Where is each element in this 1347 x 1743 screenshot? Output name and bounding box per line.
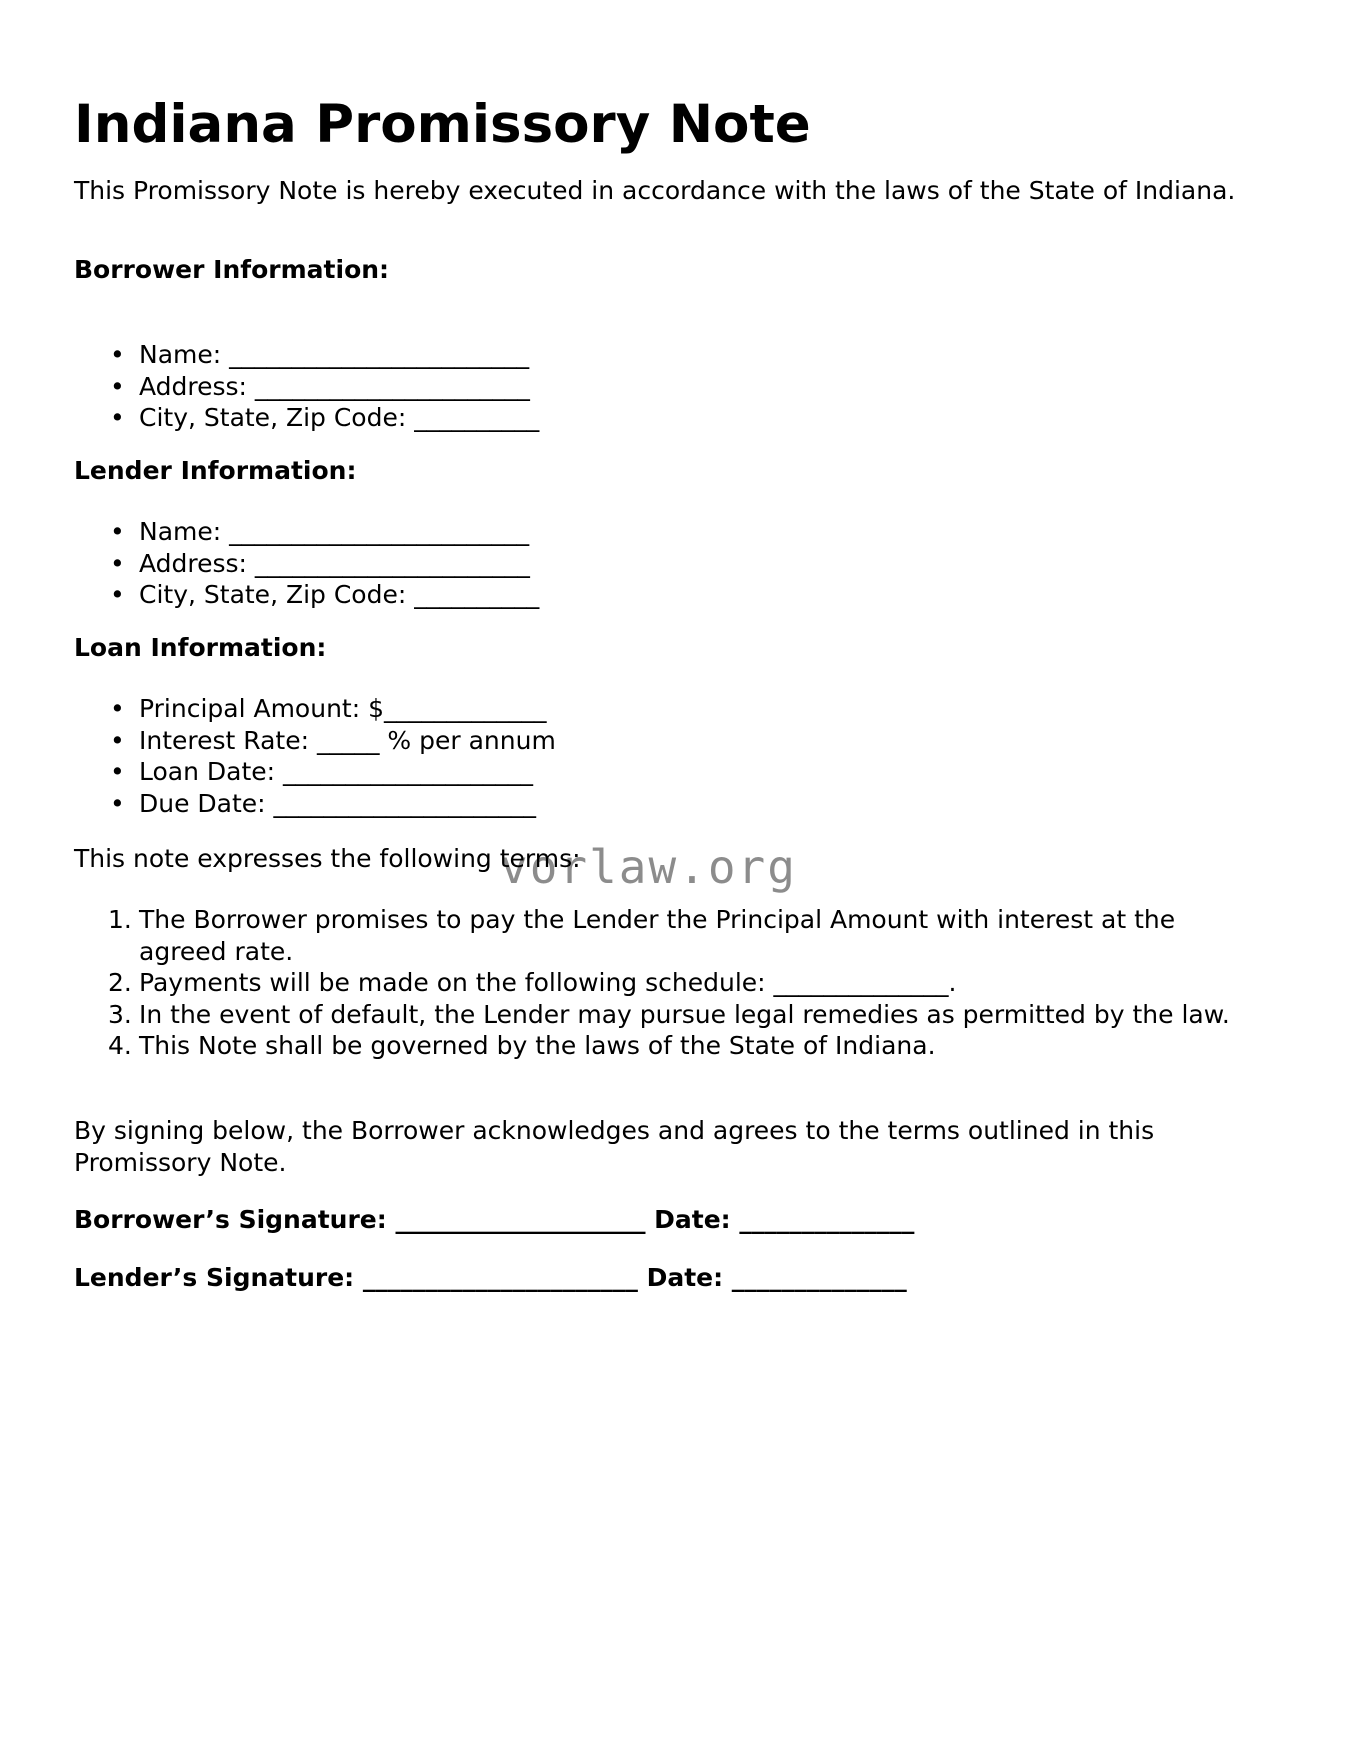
borrower-name-field: • Name: ________________________	[74, 339, 1254, 371]
interest-rate-field: • Interest Rate: _____ % per annum	[74, 725, 1254, 757]
term-item: 1. The Borrower promises to pay the Lender the Principal Amount with interest at the agreed rate.	[108, 905, 1176, 966]
lender-name-field: • Name: ________________________	[74, 516, 1254, 548]
lender-signature-line: Lender’s Signature: ______________________ Date: ______________	[74, 1263, 907, 1292]
borrower-city-field: • City, State, Zip Code: __________	[74, 402, 1254, 434]
borrower-signature-line: Borrower’s Signature: ____________________ Date: ______________	[74, 1205, 915, 1234]
lender-city-field: • City, State, Zip Code: __________	[74, 579, 1254, 611]
intro-paragraph: This Promissory Note is hereby executed in accordance with the laws of the State of Indiana.	[74, 176, 1236, 205]
document-title: Indiana Promissory Note	[74, 94, 811, 155]
loan-date-field: • Loan Date: ____________________	[74, 756, 1254, 788]
terms-intro: This note expresses the following terms:	[74, 844, 581, 873]
term-item: 4. This Note shall be governed by the laws of the State of Indiana.	[108, 1031, 936, 1060]
terms-list	[74, 904, 1254, 1062]
borrower-heading: Borrower Information:	[74, 255, 390, 284]
loan-heading: Loan Information:	[74, 633, 327, 662]
lender-address-field: • Address: ______________________	[74, 548, 1254, 580]
lender-heading: Lender Information:	[74, 456, 357, 485]
principal-amount-field: • Principal Amount: $_____________	[74, 693, 1254, 725]
watermark: vorlaw.org	[500, 840, 797, 894]
term-item: 3. In the event of default, the Lender may pursue legal remedies as permitted by the law.	[108, 999, 1230, 1029]
loan-list	[74, 693, 1254, 819]
term-item: 2. Payments will be made on the following schedule: ______________.	[108, 968, 957, 997]
due-date-field: • Due Date: _____________________	[74, 788, 1254, 820]
lender-list	[74, 516, 1254, 611]
acknowledgement-paragraph: By signing below, the Borrower acknowledges and agrees to the terms outlined in this Promissory Note.	[74, 1116, 1155, 1177]
borrower-address-field: • Address: ______________________	[74, 371, 1254, 403]
borrower-list	[74, 339, 1254, 434]
